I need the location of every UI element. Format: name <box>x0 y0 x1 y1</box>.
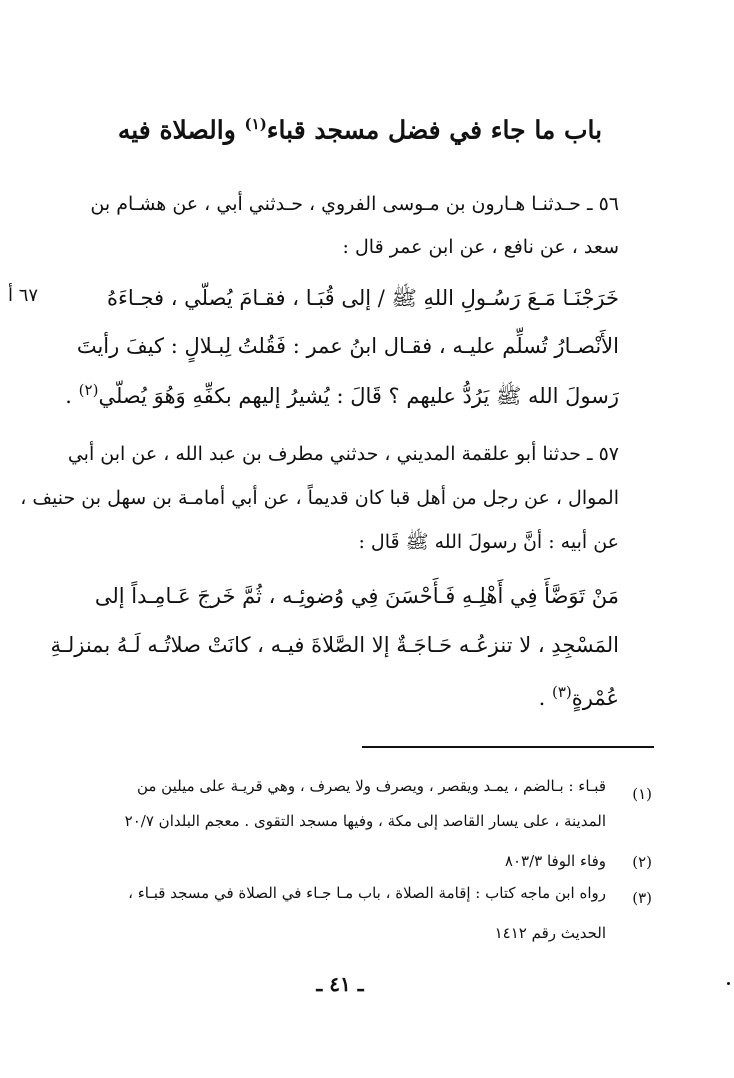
edge-speck <box>727 982 730 985</box>
footnote-marker-1: (١) <box>244 115 267 133</box>
chapter-heading <box>60 115 660 144</box>
hadith-57-isnad-line-2: الموال ، عن رجل من أهل قبا كان قديماً ، عن أبي أمامـة بن سهل بن حنيف ، <box>20 487 619 509</box>
manuscript-folio-ref: ٦٧ أ <box>8 285 39 306</box>
hadith-57-isnad-line-3: عن أبيه : أنَّ رسولَ الله ﷺ قَال : <box>358 531 619 553</box>
footnote-1-line-1: قبـاء : بـالضم ، يمـد ويقصر ، ويصرف ولا يصرف ، وهي قريـة على ميلين من <box>136 777 606 795</box>
footnote-1-number: (١) <box>632 785 652 803</box>
footnote-3-number: (٣) <box>632 889 652 907</box>
footnote-separator <box>362 746 654 748</box>
footnote-3-line-2: الحديث رقم ١٤١٢ <box>494 924 606 942</box>
hadith-56-text-line-3: رَسولَ الله ﷺ يَرُدُّ عليهم ؟ قَالَ : يُشيرُ إليهم بكفِّهِ وَهُوَ يُصلّي$^{(٢)}$ . <box>65 381 619 408</box>
chapter-title: باب ما جاء في فضل مسجد قباء <box>266 115 603 145</box>
footnote-2-number: (٢) <box>632 853 652 871</box>
footnote-3-line-1: رواه ابن ماجه كتاب : إقامة الصلاة ، باب مـا جـاء في الصلاة في مسجد قبـاء ، <box>128 884 606 902</box>
footnote-1-line-2: المدينة ، على يسار القاصد إلى مكة ، وفيها مسجد التقوى . معجم البلدان ٢٠/٧ <box>124 812 606 830</box>
hadith-56-isnad-line-1: ٥٦ ـ حـدثنـا هـارون بن مـوسى الفروي ، حـدثني أبي ، عن هشـام بن <box>90 193 619 215</box>
footnote-marker-3: (٣) <box>551 683 572 701</box>
hadith-57-text-line-1: مَنْ تَوَضَّأَ فِي أَهْلِـهِ فَـأَحْسَنَ فِي وُضوئِـه ، ثُمَّ خَرجَ عَـامِـداً إلى <box>94 584 619 608</box>
footnote-marker-2: (٢) <box>78 381 99 399</box>
chapter-title-tail: والصلاة فيه <box>117 115 236 145</box>
hadith-56-isnad-line-2: سعد ، عن نافع ، عن ابن عمر قال : <box>342 236 619 258</box>
hadith-57-isnad-line-1: ٥٧ ـ حدثنا أبو علقمة المديني ، حدثني مطرف بن عبد الله ، عن ابن أبي <box>67 443 619 465</box>
page-number: ـ ٤١ ـ <box>316 972 364 996</box>
hadith-56-text-line-1: خَرَجْنَـا مَـعَ رَسُـولِ اللهِ ﷺ / إلى قُبَـا ، فقـامَ يُصلّي ، فجـاءَهُ <box>107 286 619 310</box>
hadith-57-text-line-2: المَسْجِدِ ، لا تنزعُـه حَـاجَـةٌ إلا الصَّلاةَ فيـه ، كانَتْ صلاتُـه لَـهُ بمنزلـةِ <box>50 633 619 657</box>
hadith-57-text-line-3: عُمْرةٍ$^{(٣)}$ . <box>538 683 619 710</box>
hadith-56-text-line-3-body: رَسولَ الله ﷺ يَرُدُّ عليهم ؟ قَالَ : يُشيرُ إليهم بكفِّهِ وَهُوَ يُصلّي <box>98 384 619 408</box>
footnote-2-line-1: وفاء الوفا ٨٠٣/٣ <box>504 852 606 870</box>
hadith-56-text-line-2: الأَنْصـارُ تُسلِّم عليـه ، فقـال ابنُ عمر : فَقُلتُ لِبـلالٍ : كيفَ رأيتَ <box>76 334 619 358</box>
hadith-57-text-line-3-body: عُمْرةٍ <box>571 686 619 710</box>
